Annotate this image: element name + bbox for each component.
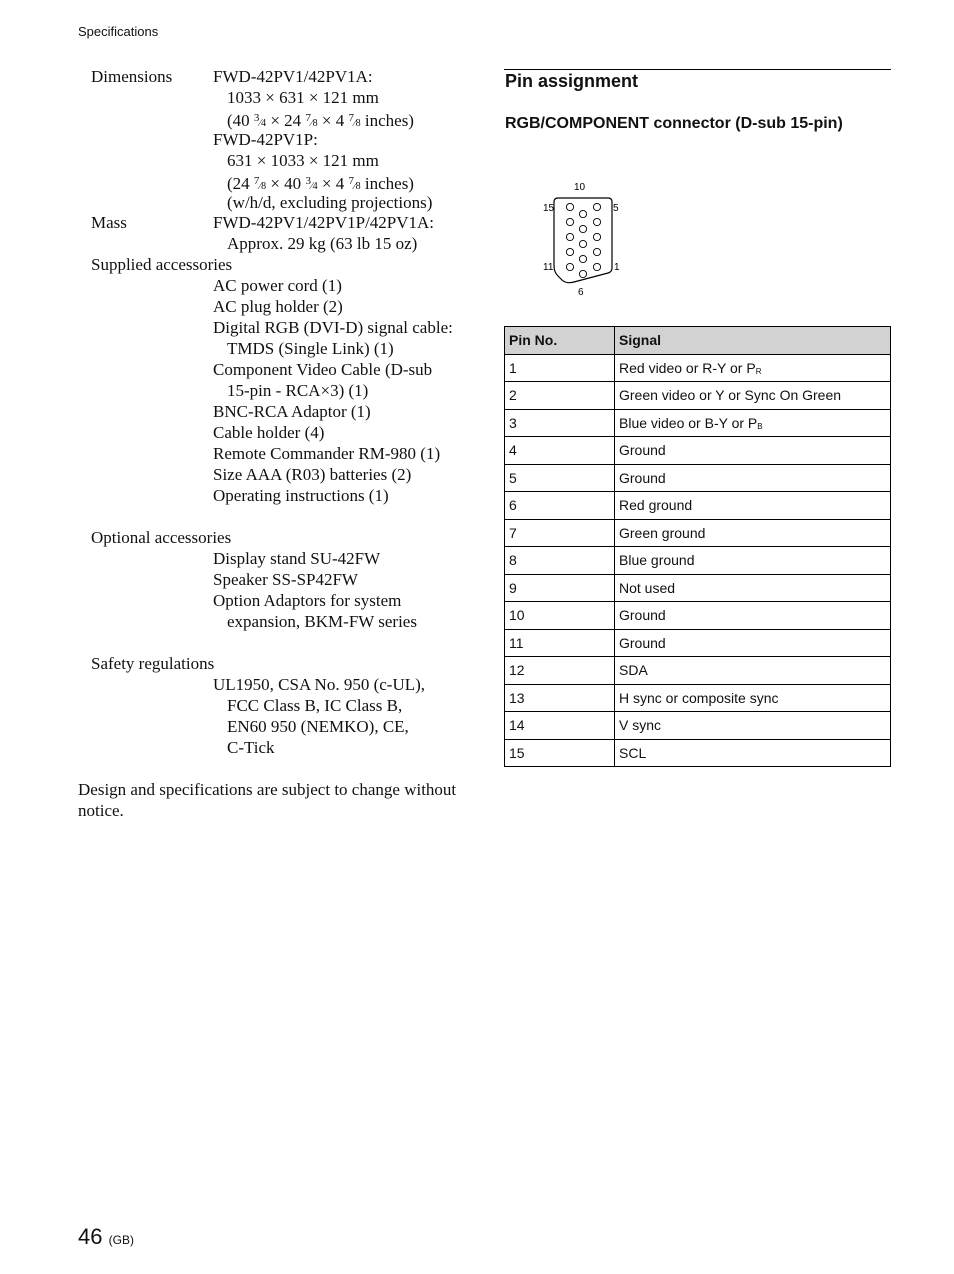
safety-regulations-label: Safety regulations <box>91 654 215 673</box>
table-row <box>505 464 891 492</box>
safety-item: EN60 950 (NEMKO), CE, <box>227 717 409 736</box>
dimensions-model-2: FWD-42PV1P: <box>213 130 318 149</box>
safety-item: C-Tick <box>227 738 275 757</box>
supplied-item: Component Video Cable (D-sub <box>213 360 433 379</box>
table-row <box>505 574 891 602</box>
mass-label: Mass <box>91 213 127 232</box>
optional-item: Display stand SU-42FW <box>213 549 381 568</box>
pin-signal: Green video or Y or Sync On Green <box>615 382 891 410</box>
supplied-item: Cable holder (4) <box>213 423 325 442</box>
pin-number: 5 <box>505 464 615 492</box>
table-row <box>505 519 891 547</box>
table-row <box>505 492 891 520</box>
dimensions-note: (w/h/d, excluding projections) <box>227 193 433 212</box>
dimensions-size-2-inches: (24 $^7$⁄8 × 40 $^3$⁄4 × 4 $^7$⁄8 inches) <box>227 173 414 193</box>
dimensions-label: Dimensions <box>91 67 173 86</box>
pin-signal: Ground <box>615 464 891 492</box>
section-rule <box>504 69 891 70</box>
pin-label-11: 11 <box>543 262 554 273</box>
pin-number: 4 <box>505 437 615 465</box>
pin-number: 2 <box>505 382 615 410</box>
pin-signal: Ground <box>615 629 891 657</box>
design-change-note: Design and specifications are subject to change without notice. <box>78 780 457 820</box>
pin-number: 6 <box>505 492 615 520</box>
pin-number: 9 <box>505 574 615 602</box>
optional-accessories-label: Optional accessories <box>91 528 232 547</box>
safety-item: FCC Class B, IC Class B, <box>227 696 403 715</box>
pin-label-1: 1 <box>614 262 620 273</box>
table-row <box>505 712 891 740</box>
pin-assignment-table <box>504 326 891 767</box>
mass-models: FWD-42PV1/42PV1P/42PV1A: <box>213 213 435 232</box>
optional-item: expansion, BKM-FW series <box>227 612 417 631</box>
optional-item: Option Adaptors for system <box>213 591 402 610</box>
safety-item: UL1950, CSA No. 950 (c-UL), <box>213 675 426 694</box>
pin-number: 15 <box>505 739 615 767</box>
pin-number: 3 <box>505 409 615 437</box>
table-row <box>505 602 891 630</box>
page-number: 46 (GB) <box>78 1224 134 1249</box>
pin-signal: V sync <box>615 712 891 740</box>
supplied-item: Size AAA (R03) batteries (2) <box>213 465 412 484</box>
table-header-row <box>505 327 891 355</box>
table-row <box>505 657 891 685</box>
table-row <box>505 409 891 437</box>
table-row <box>505 739 891 767</box>
supplied-item: Remote Commander RM-980 (1) <box>213 444 441 463</box>
pin-number: 10 <box>505 602 615 630</box>
supplied-item: AC power cord (1) <box>213 276 342 295</box>
supplied-item: TMDS (Single Link) (1) <box>227 339 394 358</box>
table-row <box>505 547 891 575</box>
pin-number: 14 <box>505 712 615 740</box>
pin-signal: Red video or R-Y or PR <box>615 354 891 382</box>
pin-number: 1 <box>505 354 615 382</box>
pin-label-10: 10 <box>574 182 586 193</box>
dimensions-model-1: FWD-42PV1/42PV1A: <box>213 67 373 86</box>
pin-signal: Ground <box>615 437 891 465</box>
supplied-accessories-label: Supplied accessories <box>91 255 233 274</box>
pin-number: 8 <box>505 547 615 575</box>
pin-number: 12 <box>505 657 615 685</box>
pin-signal: Red ground <box>615 492 891 520</box>
column-header-signal: Signal <box>615 327 891 355</box>
pin-signal: Blue video or B-Y or PB <box>615 409 891 437</box>
pin-label-5: 5 <box>613 203 619 214</box>
pin-signal: Ground <box>615 602 891 630</box>
pin-signal: Green ground <box>615 519 891 547</box>
dimensions-size-1-mm: 1033 × 631 × 121 mm <box>227 88 379 107</box>
pin-signal: Blue ground <box>615 547 891 575</box>
supplied-item: BNC-RCA Adaptor (1) <box>213 402 371 421</box>
pin-signal: SDA <box>615 657 891 685</box>
pin-signal: Not used <box>615 574 891 602</box>
pin-label-6: 6 <box>578 287 584 298</box>
pin-signal: SCL <box>615 739 891 767</box>
optional-item: Speaker SS-SP42FW <box>213 570 358 589</box>
mass-value: Approx. 29 kg (63 lb 15 oz) <box>227 234 418 253</box>
running-header: Specifications <box>78 24 159 39</box>
supplied-item: AC plug holder (2) <box>213 297 343 316</box>
pin-number: 13 <box>505 684 615 712</box>
supplied-item: Operating instructions (1) <box>213 486 389 505</box>
table-row <box>505 354 891 382</box>
dimensions-size-1-inches: (40 $^3$⁄4 × 24 $^7$⁄8 × 4 $^7$⁄8 inches) <box>227 110 414 130</box>
dimensions-size-2-mm: 631 × 1033 × 121 mm <box>227 151 379 170</box>
table-row <box>505 684 891 712</box>
connector-title: RGB/COMPONENT connector (D-sub 15-pin) <box>505 115 843 132</box>
pin-number: 7 <box>505 519 615 547</box>
pin-number: 11 <box>505 629 615 657</box>
column-header-pin-no: Pin No. <box>505 327 615 355</box>
table-row <box>505 629 891 657</box>
supplied-item: Digital RGB (DVI-D) signal cable: <box>213 318 453 337</box>
pin-assignment-title: Pin assignment <box>505 71 639 91</box>
supplied-item: 15-pin - RCA×3) (1) <box>227 381 369 400</box>
pin-label-15: 15 <box>543 203 555 214</box>
pin-signal: H sync or composite sync <box>615 684 891 712</box>
table-row <box>505 382 891 410</box>
table-row <box>505 437 891 465</box>
dsub-15-connector-diagram <box>536 176 626 298</box>
